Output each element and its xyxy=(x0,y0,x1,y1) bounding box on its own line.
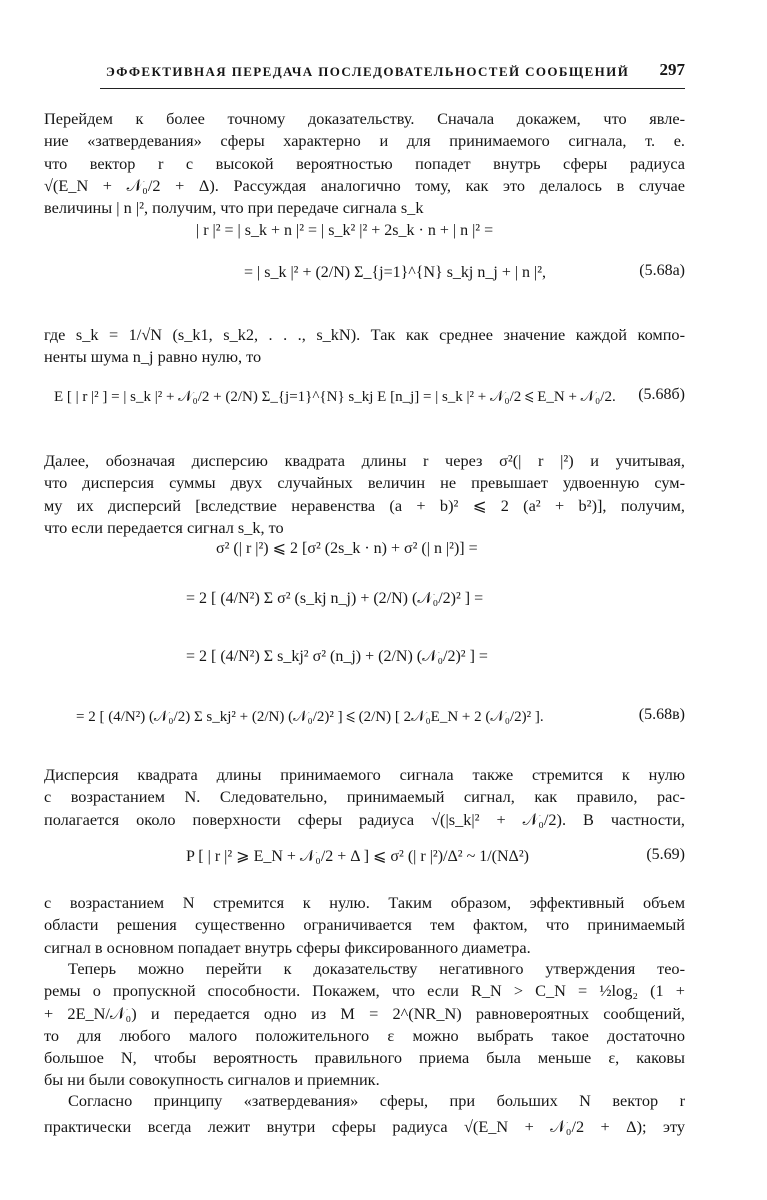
text-line: с возрастанием N. Следовательно, принимаемый сигнал, как правило, рас- xyxy=(44,787,685,807)
equation-number-5-68v: (5.68в) xyxy=(638,706,685,723)
text-line: Теперь можно перейти к доказательству негативного утверждения тео- xyxy=(68,959,685,978)
paragraph-2 xyxy=(44,324,685,369)
text-line: полагается около поверхности сферы радиуса √(|s_k|² + 𝒩₀/2). В частности, xyxy=(44,809,685,829)
equation-5-69: P [ | r |² ⩾ E_N + 𝒩₀/2 + Δ ] ⩽ σ² (| r |²)/Δ² ~ 1/(NΔ²) xyxy=(186,848,529,865)
text-line: что вектор r с высокой вероятностью попадет внутрь сферы радиуса xyxy=(44,153,685,173)
text-line: что дисперсия суммы двух случайных величин не превышает удвоенную сум- xyxy=(44,473,685,493)
running-header xyxy=(100,58,685,89)
paragraph-7 xyxy=(44,1090,685,1139)
text-line: Дисперсия квадрата длины принимаемого сигнала также стремится к нулю xyxy=(44,765,685,784)
text-line: бы ни были совокупность сигналов и приемник. xyxy=(44,1070,380,1090)
text-line: + 2E_N/𝒩₀) и передается одно из M = 2^(NR_N) равновероятных сообщений, xyxy=(44,1003,685,1023)
paragraph-3 xyxy=(44,450,685,539)
text-line: ненты шума n_j равно нулю, то xyxy=(44,347,262,367)
text-line: сигнал в основном попадает внутрь сферы фиксированного диаметра. xyxy=(44,937,531,957)
text-line: ремы о пропускной способности. Покажем, что если R_N > C_N = ½log₂ (1 + xyxy=(44,981,685,1001)
text-line: ние «затвердевания» сферы характерно и для принимаемого сигнала, т. е. xyxy=(44,131,685,151)
equation-number-5-68a: (5.68а) xyxy=(639,262,685,279)
text-line: √(E_N + 𝒩₀/2 + Δ). Рассуждая аналогично тому, как это делалось в случае xyxy=(44,175,685,195)
text-line: то для любого малого положительного ε можно выбрать такое достаточно xyxy=(44,1025,685,1045)
text-line: Согласно принципу «затвердевания» сферы, при больших N вектор r xyxy=(68,1091,685,1110)
equation-5-68v-line-3: = 2 [ (4/N²) Σ s_kj² σ² (n_j) + (2/N) (𝒩₀/2)² ] = xyxy=(186,648,488,665)
paragraph-6 xyxy=(44,958,685,1092)
paragraph-4 xyxy=(44,764,685,831)
equation-5-68a-line-2: = | s_k |² + (2/N) Σ_{j=1}^{N} s_kj n_j + | n |², xyxy=(244,264,547,281)
equation-5-68a-line-1: | r |² = | s_k + n |² = | s_k² |² + 2s_k · n + | n |² = xyxy=(196,222,494,239)
text-line: большое N, чтобы вероятность правильного приема была меньше ε, каковы xyxy=(44,1048,685,1068)
text-line: Далее, обозначая дисперсию квадрата длины r через σ²(| r |²) и учитывая, xyxy=(44,451,685,470)
text-line: му их дисперсий [вследствие неравенства (a + b)² ⩽ 2 (a² + b²)], получим, xyxy=(44,495,685,515)
paragraph-1 xyxy=(44,108,685,219)
text-line: что если передается сигнал s_k, то xyxy=(44,517,284,537)
equation-5-68b: E [ | r |² ] = | s_k |² + 𝒩₀/2 + (2/N) Σ_{j=1}^{N} s_kj E [n_j] = | s_k |² + 𝒩₀/2 ⩽ E_N + 𝒩₀/2. xyxy=(54,389,616,405)
paragraph-5 xyxy=(44,892,685,959)
text-line: с возрастанием N стремится к нулю. Таким образом, эффективный объем xyxy=(44,893,685,912)
text-line: где s_k = 1/√N (s_k1, s_k2, . . ., s_kN). Так как среднее значение каждой компо- xyxy=(44,325,685,344)
text-line: области решения существенно ограничивается тем фактом, что принимаемый xyxy=(44,915,685,935)
equation-number-5-69: (5.69) xyxy=(646,846,685,863)
equation-5-68v-line-4: = 2 [ (4/N²) (𝒩₀/2) Σ s_kj² + (2/N) (𝒩₀/2)² ] ⩽ (2/N) [ 2𝒩₀E_N + 2 (𝒩₀/2)² ]. xyxy=(76,709,544,725)
text-line: практически всегда лежит внутри сферы радиуса √(E_N + 𝒩₀/2 + Δ); эту xyxy=(44,1117,685,1137)
equation-5-68v-line-2: = 2 [ (4/N²) Σ σ² (s_kj n_j) + (2/N) (𝒩₀/2)² ] = xyxy=(186,590,484,607)
equation-5-68v-line-1: σ² (| r |²) ⩽ 2 [σ² (2s_k · n) + σ² (| n |²)] = xyxy=(216,540,478,557)
page-number: 297 xyxy=(659,60,685,79)
equation-number-5-68b: (5.68б) xyxy=(638,386,685,403)
text-line: величины | n |², получим, что при передаче сигнала s_k xyxy=(44,198,424,218)
running-title: ЭФФЕКТИВНАЯ ПЕРЕДАЧА ПОСЛЕДОВАТЕЛЬНОСТЕЙ СООБЩЕНИЙ xyxy=(106,64,630,79)
text-line: Перейдем к более точному доказательству. Сначала докажем, что явле- xyxy=(44,109,685,128)
